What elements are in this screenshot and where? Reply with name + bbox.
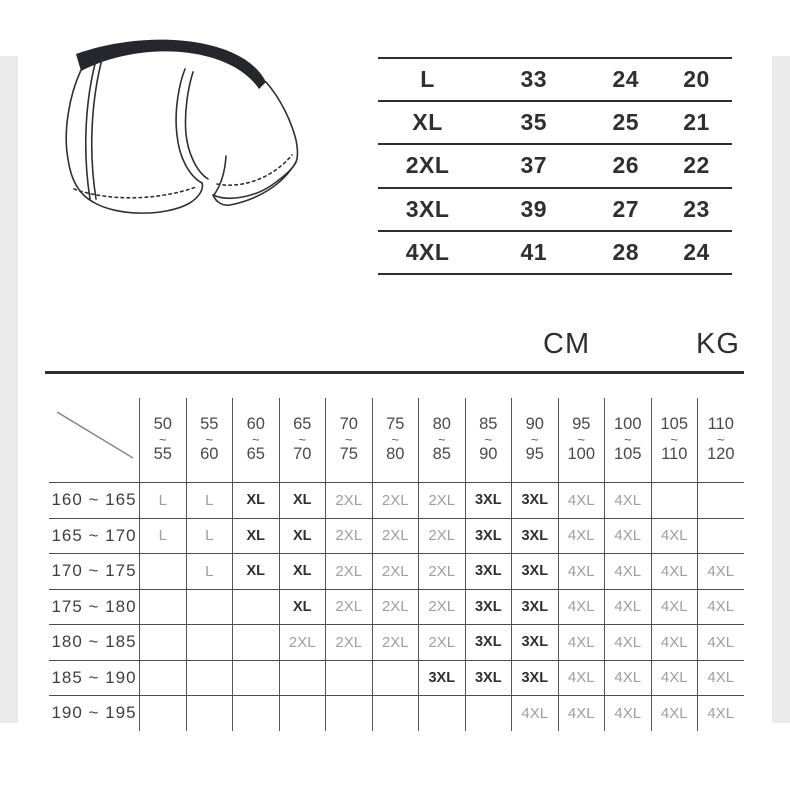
size-cell [139, 625, 186, 660]
size-cell [186, 661, 233, 696]
height-range-label: 180 ~ 185 [51, 632, 137, 652]
size-cell: 4XL [604, 661, 651, 696]
weight-to: 90 [479, 445, 498, 464]
size-cell: 4XL [511, 696, 558, 731]
size-cell: 2XL [418, 625, 465, 660]
size-cell [139, 661, 186, 696]
size-cell: L [139, 483, 186, 518]
crotch-seam-inner [185, 72, 208, 179]
weight-from: 105 [660, 415, 689, 433]
measurement-value: 33 [520, 66, 548, 93]
size-cell: 2XL [279, 625, 326, 660]
size-cell: 4XL [604, 590, 651, 625]
size-cell [651, 483, 698, 518]
size-cell: XL [279, 483, 326, 518]
size-cell: 2XL [418, 554, 465, 589]
matrix-row [49, 661, 744, 697]
size-cell: XL [232, 519, 279, 554]
size-label: 4XL [405, 238, 450, 265]
tilde: ~ [716, 431, 725, 447]
size-cell: 2XL [372, 590, 419, 625]
tilde: ~ [391, 431, 400, 447]
weight-range-header [139, 398, 186, 482]
tilde: ~ [344, 431, 353, 447]
measurement-row [378, 100, 732, 143]
weight-range-header [604, 398, 651, 482]
weight-range-header [511, 398, 558, 482]
measurement-value: 39 [520, 195, 548, 222]
matrix-header-row [49, 398, 744, 483]
measurement-value: 24 [612, 66, 640, 93]
size-cell [325, 661, 372, 696]
size-cell: 3XL [511, 590, 558, 625]
matrix-row [49, 590, 744, 626]
size-cell [232, 696, 279, 731]
measurement-value: 20 [683, 66, 710, 93]
size-cell: XL [279, 554, 326, 589]
size-cell: 4XL [558, 661, 605, 696]
size-cell: 3XL [418, 661, 465, 696]
size-cell: 4XL [651, 696, 698, 731]
size-cell [139, 554, 186, 589]
size-cell: 4XL [697, 661, 744, 696]
size-label: 3XL [405, 195, 450, 222]
size-cell [232, 661, 279, 696]
left-leg-outline [66, 70, 93, 202]
weight-to: 120 [706, 445, 735, 464]
weight-from: 65 [293, 415, 312, 433]
size-cell: 3XL [465, 554, 512, 589]
matrix-row [49, 554, 744, 590]
size-cell [139, 590, 186, 625]
weight-to: 55 [153, 445, 172, 464]
kg-unit-label: KG [696, 328, 740, 360]
size-cell: 4XL [558, 625, 605, 660]
measurement-value: 41 [520, 238, 548, 265]
size-cell [279, 696, 326, 731]
size-cell: 4XL [558, 554, 605, 589]
measurement-value: 23 [683, 195, 710, 222]
weight-to: 105 [613, 445, 642, 464]
weight-to: 100 [567, 445, 596, 464]
height-range-label: 185 ~ 190 [51, 667, 137, 687]
weight-to: 95 [525, 445, 544, 464]
size-label: XL [412, 109, 443, 136]
size-cell: 2XL [372, 519, 419, 554]
diagonal-line [49, 398, 139, 482]
weight-range-header [232, 398, 279, 482]
matrix-corner-cell [49, 398, 139, 482]
size-cell: 4XL [651, 554, 698, 589]
weight-from: 70 [339, 415, 358, 433]
left-hem-stitch-dashed [74, 187, 196, 198]
size-cell: 2XL [325, 554, 372, 589]
size-cell: 2XL [372, 554, 419, 589]
matrix-row [49, 483, 744, 519]
tilde: ~ [484, 431, 493, 447]
measurement-row [378, 187, 732, 230]
height-range-label: 170 ~ 175 [51, 561, 137, 581]
measurement-value: 28 [612, 238, 640, 265]
weight-range-header [558, 398, 605, 482]
weight-from: 75 [386, 415, 405, 433]
size-cell: 3XL [465, 483, 512, 518]
size-cell: 4XL [697, 696, 744, 731]
size-cell: 4XL [558, 590, 605, 625]
size-cell: 4XL [604, 625, 651, 660]
size-cell: 4XL [651, 519, 698, 554]
size-cell: 4XL [558, 483, 605, 518]
weight-from: 60 [246, 415, 265, 433]
size-cell [139, 696, 186, 731]
size-cell: 4XL [604, 696, 651, 731]
size-cell: L [186, 519, 233, 554]
size-cell: 3XL [465, 590, 512, 625]
size-cell: XL [232, 483, 279, 518]
measurement-value: 22 [683, 152, 710, 179]
measurement-value: 37 [520, 152, 548, 179]
tilde: ~ [670, 431, 679, 447]
size-cell: 3XL [465, 519, 512, 554]
weight-to: 60 [200, 445, 219, 464]
left-edge-strip [0, 56, 18, 723]
measurement-value: 27 [612, 195, 640, 222]
weight-range-header [372, 398, 419, 482]
size-cell: 4XL [697, 590, 744, 625]
size-cell [325, 696, 372, 731]
weight-from: 50 [153, 415, 172, 433]
size-cell: 2XL [372, 483, 419, 518]
left-seam-line-1 [86, 60, 96, 199]
size-cell: 2XL [418, 519, 465, 554]
right-edge-strip [772, 56, 790, 723]
measurement-row [378, 143, 732, 186]
weight-range-header [697, 398, 744, 482]
size-cell [697, 483, 744, 518]
weight-to: 65 [246, 445, 265, 464]
size-cell: 3XL [511, 519, 558, 554]
size-cell: 3XL [511, 483, 558, 518]
size-cell: 3XL [465, 625, 512, 660]
measurement-table [378, 57, 732, 275]
size-cell: 3XL [511, 625, 558, 660]
size-cell [186, 590, 233, 625]
weight-from: 85 [479, 415, 498, 433]
size-cell [186, 696, 233, 731]
size-cell: 3XL [511, 554, 558, 589]
matrix-row [49, 625, 744, 661]
height-range-label: 175 ~ 180 [51, 596, 137, 616]
size-cell: 2XL [325, 483, 372, 518]
left-seam-line-2 [92, 59, 102, 199]
size-cell [697, 519, 744, 554]
matrix-row [49, 696, 744, 731]
size-cell: 4XL [558, 519, 605, 554]
measurement-value: 24 [683, 238, 710, 265]
tilde: ~ [577, 431, 586, 447]
size-cell: XL [232, 554, 279, 589]
tilde: ~ [437, 431, 446, 447]
waistband-shape [76, 40, 266, 89]
size-cell [232, 625, 279, 660]
measurement-value: 26 [612, 152, 640, 179]
size-cell: 4XL [604, 554, 651, 589]
weight-to: 85 [432, 445, 451, 464]
weight-range-header [325, 398, 372, 482]
size-cell: XL [279, 590, 326, 625]
size-cell: 2XL [325, 519, 372, 554]
weight-from: 90 [525, 415, 544, 433]
measurement-value: 25 [612, 109, 640, 136]
size-label: L [420, 66, 435, 93]
height-range-label: 190 ~ 195 [51, 703, 137, 723]
size-cell [372, 661, 419, 696]
tilde: ~ [623, 431, 632, 447]
divider-line [45, 371, 744, 374]
size-cell [279, 661, 326, 696]
size-cell: 2XL [418, 590, 465, 625]
size-cell: 4XL [697, 554, 744, 589]
tilde: ~ [530, 431, 539, 447]
tilde: ~ [158, 431, 167, 447]
weight-range-header [279, 398, 326, 482]
boxer-briefs-illustration [50, 36, 340, 241]
size-cell [186, 625, 233, 660]
size-cell: 4XL [651, 590, 698, 625]
tilde: ~ [251, 431, 260, 447]
size-cell: 3XL [511, 661, 558, 696]
weight-from: 55 [200, 415, 219, 433]
weight-to: 70 [293, 445, 312, 464]
weight-to: 75 [339, 445, 358, 464]
size-cell: 4XL [651, 661, 698, 696]
size-cell: L [186, 483, 233, 518]
weight-range-header [651, 398, 698, 482]
height-range-label: 160 ~ 165 [51, 490, 137, 510]
size-cell: 2XL [372, 625, 419, 660]
weight-from: 80 [432, 415, 451, 433]
tilde: ~ [205, 431, 214, 447]
size-cell: L [186, 554, 233, 589]
weight-from: 95 [572, 415, 591, 433]
size-cell [465, 696, 512, 731]
matrix-row [49, 519, 744, 555]
size-cell [372, 696, 419, 731]
size-cell: 4XL [651, 625, 698, 660]
left-hem-outline [93, 183, 202, 213]
weight-from: 110 [707, 415, 734, 433]
measurement-row [378, 57, 732, 100]
crotch-hook-seam [214, 156, 226, 195]
measurement-value: 35 [520, 109, 548, 136]
height-range-label: 165 ~ 170 [51, 525, 137, 545]
size-cell: XL [279, 519, 326, 554]
size-cell [418, 696, 465, 731]
weight-range-header [418, 398, 465, 482]
tilde: ~ [298, 431, 307, 447]
weight-from: 100 [613, 415, 642, 433]
size-cell: 2XL [418, 483, 465, 518]
size-matrix-table [49, 398, 744, 731]
size-cell: 4XL [604, 483, 651, 518]
weight-to: 110 [661, 445, 688, 464]
size-cell: 4XL [697, 625, 744, 660]
weight-to: 80 [386, 445, 405, 464]
size-cell: 3XL [465, 661, 512, 696]
size-cell: 2XL [325, 590, 372, 625]
weight-range-header [186, 398, 233, 482]
cm-unit-label: CM [543, 328, 591, 360]
measurement-row [378, 230, 732, 275]
weight-range-header [465, 398, 512, 482]
measurement-value: 21 [683, 109, 710, 136]
size-cell: 2XL [325, 625, 372, 660]
right-leg-outline [266, 82, 298, 162]
size-cell: L [139, 519, 186, 554]
size-cell: 4XL [604, 519, 651, 554]
size-cell [232, 590, 279, 625]
size-cell: 4XL [558, 696, 605, 731]
size-label: 2XL [405, 152, 450, 179]
